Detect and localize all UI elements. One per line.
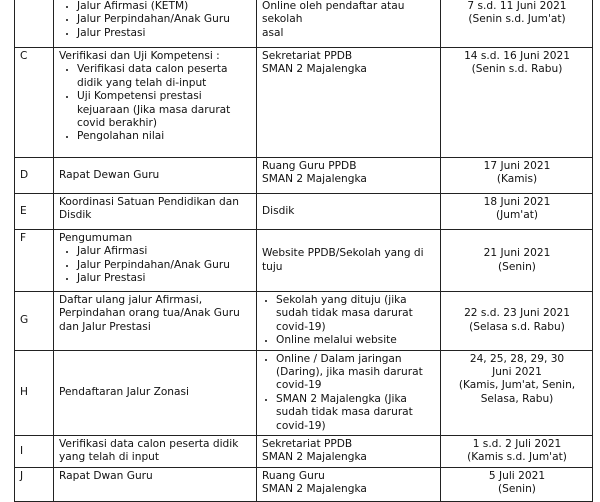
activity-title: Pengumuman bbox=[59, 232, 133, 244]
time-cell bbox=[441, 48, 593, 158]
time-line: (Senin) bbox=[498, 260, 536, 273]
time-cell bbox=[441, 292, 593, 351]
list-item: • Jalur Afirmasi (KETM) bbox=[77, 0, 252, 13]
place-cell bbox=[257, 194, 441, 230]
place-line: SMAN 2 Majalengka bbox=[262, 483, 367, 496]
list-item: • Jalur Afirmasi bbox=[77, 245, 252, 258]
time-line: 14 s.d. 16 Juni 2021 bbox=[464, 50, 570, 62]
time-line: 24, 25, 28, 29, 30 bbox=[469, 352, 565, 365]
activity-cell bbox=[54, 0, 257, 48]
place-line: SMAN 2 Majalengka bbox=[262, 451, 367, 464]
activity-cell bbox=[54, 194, 257, 230]
time-line: Juni 2021 bbox=[492, 366, 542, 379]
row-code: G bbox=[15, 292, 54, 351]
time-cell bbox=[441, 0, 593, 48]
list-item: • Online / Dalam jaringan (Daring), jika masih darurat covid-19 bbox=[276, 353, 436, 393]
time-cell bbox=[441, 436, 593, 468]
activity-title: Koordinasi Satuan Pendidikan dan Disdik bbox=[59, 196, 239, 222]
place-line: SMAN 2 Majalengka bbox=[262, 63, 367, 76]
row-code: D bbox=[15, 158, 54, 194]
list-item: • Jalur Perpindahan/Anak Guru bbox=[77, 259, 252, 272]
table-row bbox=[15, 292, 593, 351]
time-line: 21 Juni 2021 bbox=[483, 247, 551, 260]
time-line: 1 s.d. 2 Juli 2021 bbox=[472, 438, 562, 451]
place-line: Website PPDB/Sekolah yang di bbox=[262, 247, 424, 260]
time-line: (Kamis s.d. Jum'at) bbox=[467, 451, 567, 464]
place-line: Ruang Guru PPDB bbox=[262, 160, 357, 172]
time-line: (Senin s.d. Rabu) bbox=[471, 63, 563, 76]
time-line: 18 Juni 2021 bbox=[483, 196, 551, 208]
time-line: 22 s.d. 23 Juni 2021 bbox=[464, 307, 570, 320]
list-item: • Uji Kompetensi prestasi kejuaraan (Jika masa darurat covid berakhir) bbox=[77, 90, 252, 130]
activity-list bbox=[59, 63, 252, 143]
row-code: J bbox=[15, 467, 54, 501]
time-line: (Senin) bbox=[498, 483, 536, 496]
activity-cell bbox=[54, 350, 257, 435]
place-cell bbox=[257, 48, 441, 158]
time-line: (Kamis, Jum'at, Senin, bbox=[458, 379, 576, 392]
time-cell bbox=[441, 158, 593, 194]
table-row bbox=[15, 436, 593, 468]
activity-list bbox=[59, 245, 252, 285]
table-row bbox=[15, 230, 593, 292]
activity-title: Verifikasi dan Uji Kompetensi : bbox=[59, 50, 220, 62]
time-cell bbox=[441, 467, 593, 501]
list-item: • SMAN 2 Majalengka (Jika sudah tidak masa darurat covid-19) bbox=[276, 393, 436, 433]
activity-cell bbox=[54, 436, 257, 468]
activity-cell bbox=[54, 292, 257, 351]
activity-cell bbox=[54, 48, 257, 158]
time-line: (Jum'at) bbox=[496, 209, 538, 222]
place-cell bbox=[257, 158, 441, 194]
time-line: Selasa, Rabu) bbox=[480, 392, 554, 405]
place-cell bbox=[257, 0, 441, 48]
activity-list bbox=[59, 0, 252, 40]
table-row bbox=[15, 350, 593, 435]
row-code: F bbox=[15, 230, 54, 292]
place-line: tuju bbox=[262, 260, 283, 273]
time-line: (Selasa s.d. Rabu) bbox=[469, 320, 565, 333]
table-row bbox=[15, 0, 593, 48]
time-line: 17 Juni 2021 bbox=[483, 160, 551, 172]
row-code: I bbox=[15, 436, 54, 468]
place-line: Disdik bbox=[262, 204, 295, 217]
activity-cell bbox=[54, 230, 257, 292]
activity-title: Rapat Dewan Guru bbox=[59, 168, 160, 181]
list-item: • Jalur Prestasi bbox=[77, 27, 252, 40]
place-line: Sekretariat PPDB bbox=[262, 50, 353, 62]
table-row bbox=[15, 194, 593, 230]
time-cell bbox=[441, 194, 593, 230]
activity-title: Verifikasi data calon peserta didik yang telah di input bbox=[59, 438, 239, 464]
row-code bbox=[15, 0, 54, 48]
place-line: SMAN 2 Majalengka bbox=[262, 173, 367, 186]
place-cell bbox=[257, 292, 441, 351]
list-item: • Sekolah yang dituju (jika sudah tidak masa darurat covid-19) bbox=[276, 294, 436, 334]
place-cell bbox=[257, 230, 441, 292]
activity-cell bbox=[54, 158, 257, 194]
place-line: asal bbox=[262, 26, 284, 39]
table-row bbox=[15, 158, 593, 194]
row-code: C bbox=[15, 48, 54, 158]
list-item: • Pengolahan nilai bbox=[77, 130, 252, 143]
place-cell bbox=[257, 436, 441, 468]
time-cell bbox=[441, 230, 593, 292]
list-item: • Jalur Prestasi bbox=[77, 272, 252, 285]
time-line: (Senin s.d. Jum'at) bbox=[468, 13, 566, 26]
place-list bbox=[262, 353, 436, 433]
table-row bbox=[15, 48, 593, 158]
time-line: 7 s.d. 11 Juni 2021 bbox=[467, 0, 567, 12]
activity-title: Rapat Dwan Guru bbox=[59, 469, 153, 482]
list-item: • Jalur Perpindahan/Anak Guru bbox=[77, 13, 252, 26]
time-line: (Kamis) bbox=[496, 173, 538, 186]
place-cell bbox=[257, 467, 441, 501]
activity-cell bbox=[54, 467, 257, 501]
place-line: Sekretariat PPDB bbox=[262, 438, 353, 451]
activity-title: Daftar ulang jalur Afirmasi, Perpindahan orang tua/Anak Guru dan Jalur Prestasi bbox=[59, 294, 240, 333]
list-item: • Verifikasi data calon peserta didik yang telah di-input bbox=[77, 63, 252, 90]
place-list bbox=[262, 294, 436, 348]
row-code: H bbox=[15, 350, 54, 435]
place-line: Ruang Guru bbox=[262, 469, 325, 482]
place-line: Online oleh pendaftar atau sekolah bbox=[262, 0, 405, 26]
time-line: 5 Juli 2021 bbox=[488, 469, 546, 482]
list-item: • Online melalui website bbox=[276, 334, 436, 347]
table-row bbox=[15, 467, 593, 501]
row-code: E bbox=[15, 194, 54, 230]
place-cell bbox=[257, 350, 441, 435]
schedule-table bbox=[14, 0, 593, 502]
time-cell bbox=[441, 350, 593, 435]
activity-title: Pendaftaran Jalur Zonasi bbox=[59, 386, 189, 399]
